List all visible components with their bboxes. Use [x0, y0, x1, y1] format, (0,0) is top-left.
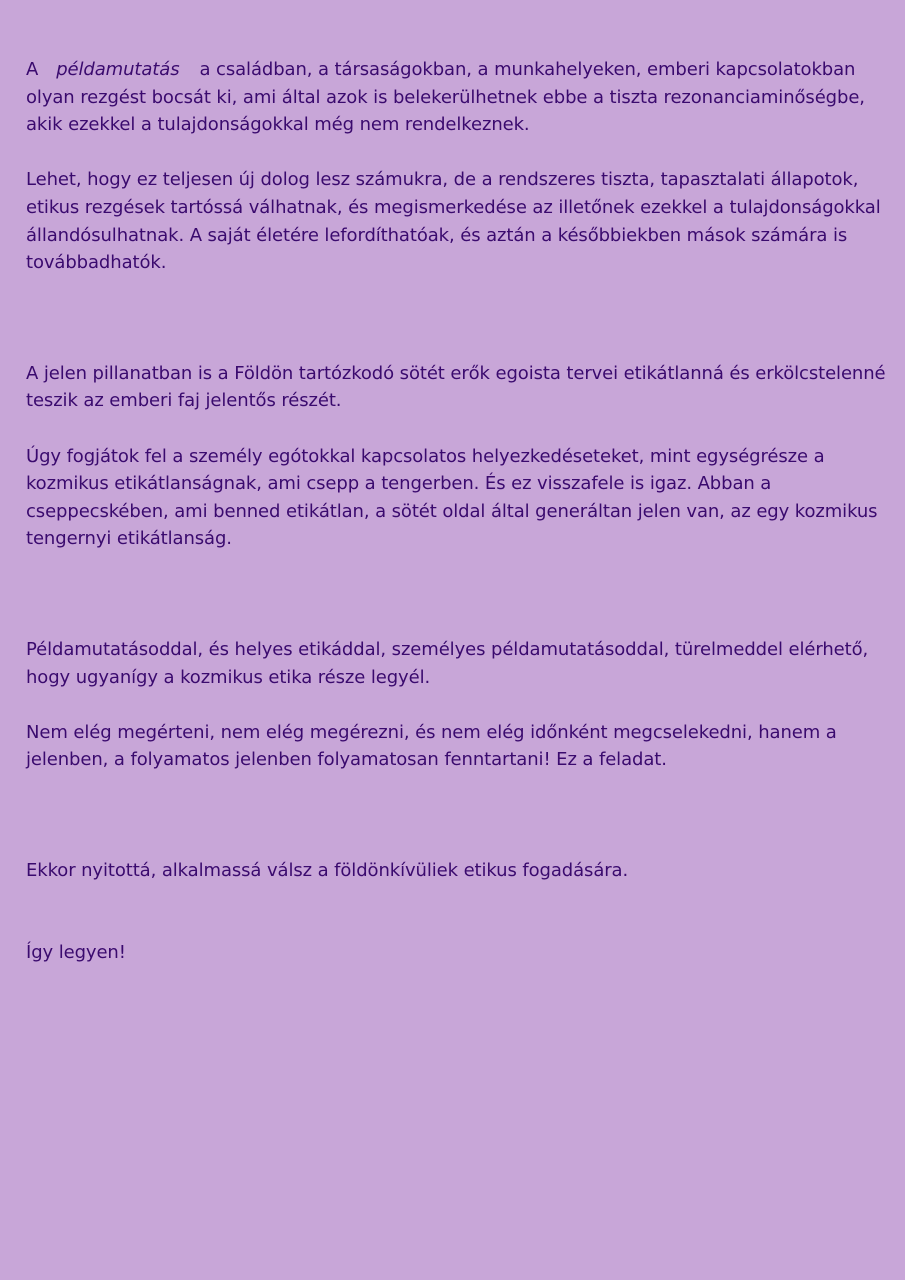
paragraph-1-emphasis: példamutatás	[56, 59, 180, 80]
document-body	[26, 56, 886, 967]
spacer	[26, 774, 886, 857]
paragraph-5: Példamutatásoddal, és helyes etikáddal, személyes példamutatásoddal, türelmeddel elérhető, hogy ugyanígy a kozmikus etika része legyél.	[26, 638, 869, 688]
spacer	[26, 415, 886, 443]
paragraph-2: Lehet, hogy ez teljesen új dolog lesz számukra, de a rendszeres tiszta, tapasztalati állapotok, etikus rezgések tartóssá válhatnak, és megismerkedése az illetőnek ezekkel a tulajdonságokkal állandósulhatnak. A saját életére lefordíthatóak, és aztán a későbbiekben mások számára is továbbadhatók.	[26, 169, 881, 274]
paragraph-1	[26, 56, 886, 139]
paragraph-1-text: a családban, a társaságokban, a munkahelyeken, emberi kapcsolatokban olyan rezgést bocsát ki, ami által azok is belekerülhetnek ebbe a tiszta rezonanciaminőségbe, akik ezekkel a tulajdonságokkal még nem rendelkeznek.	[26, 59, 865, 136]
spacer	[26, 277, 886, 360]
closing-line: Így legyen!	[26, 942, 126, 964]
spacer	[26, 139, 886, 167]
spacer	[26, 884, 886, 939]
spacer	[26, 691, 886, 719]
paragraph-6: Nem elég megérteni, nem elég megérezni, és nem elég időnként megcselekedni, hanem a jelenben, a folyamatos jelenben folyamatosan fenntartani! Ez a feladat.	[26, 721, 837, 771]
spacer	[26, 553, 886, 636]
paragraph-3: A jelen pillanatban is a Földön tartózkodó sötét erők egoista tervei etikátlanná és erkölcstelenné teszik az emberi faj jelentős részét.	[26, 362, 886, 412]
paragraph-7: Ekkor nyitottá, alkalmassá válsz a földönkívüliek etikus fogadására.	[26, 859, 629, 881]
paragraph-4: Úgy fogjátok fel a személy egótokkal kapcsolatos helyezkedéseteket, mint egységrésze a kozmikus etikátlanságnak, ami csepp a tengerben. És ez visszafele is igaz. Abban a cseppecskében, ami benned etikátlan, a sötét oldal által generáltan jelen van, az egy kozmikus tengernyi etikátlanság.	[26, 445, 878, 550]
paragraph-1-lead-article: A	[26, 59, 39, 80]
